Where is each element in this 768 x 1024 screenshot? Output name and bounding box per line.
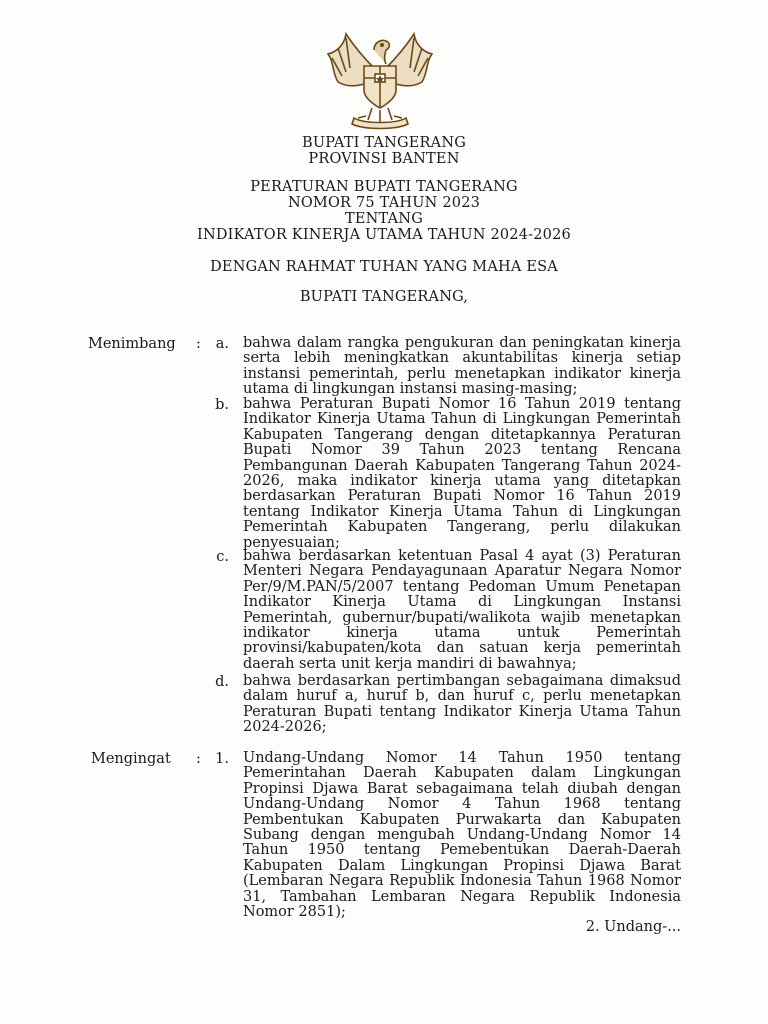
menimbang-label: Menimbang (88, 336, 176, 352)
menimbang-item-text: bahwa dalam rangka pengukuran dan peningkatan kinerja serta lebih meningkatkan akuntabilitas kinerja setiap instansi pemerintah, perlu menetapkan indikator kinerja utama di lingkungan instansi masing-masing; (243, 335, 681, 398)
menimbang-item-mark: d. (215, 674, 229, 690)
menimbang-item-mark: a. (215, 336, 229, 352)
issuer-province: PROVINSI BANTEN (308, 151, 460, 167)
mengingat-item-text: Undang-Undang Nomor 14 Tahun 1950 tentang Pemerintahan Daerah Kabupaten dalam Lingkungan Propinsi Djawa Barat sebagaimana telah diubah dengan Undang-Undang Nomor 4 Tahun 1968 tentang Pembentukan Kabupaten Purwakarta dan Kabupaten Subang dengan mengubah Undang-Undang Nomor 14 Tahun 1950 tentang Pemebentukan Daerah-Daerah Kabupaten Dalam Lingkungan Propinsi Djawa Barat (Lembaran Negara Republik Indonesia Tahun 1968 Nomor 31, Tambahan Lembaran Negara Republik Indonesia Nomor 2851); (243, 750, 681, 921)
mengingat-item-mark: 1. (215, 751, 229, 767)
menimbang-item-mark: b. (215, 397, 229, 413)
mengingat-colon: : (196, 751, 201, 767)
menimbang-colon: : (196, 336, 201, 352)
garuda-pancasila-emblem (324, 28, 436, 130)
page-catchword: 2. Undang-... (585, 919, 681, 935)
authority: BUPATI TANGERANG, (299, 289, 469, 305)
issuer-name: BUPATI TANGERANG (301, 135, 467, 151)
menimbang-item-text: bahwa berdasarkan pertimbangan sebagaimana dimaksud dalam huruf a, huruf b, dan huruf c, perlu menetapkan Peraturan Bupati tentang Indikator Kinerja Utama Tahun 2024-2026; (243, 673, 681, 736)
menimbang-item-mark: c. (216, 549, 229, 565)
mengingat-label: Mengingat (91, 751, 171, 767)
regulation-number: NOMOR 75 TAHUN 2023 (287, 195, 481, 211)
regulation-subject: INDIKATOR KINERJA UTAMA TAHUN 2024-2026 (197, 227, 571, 243)
invocation: DENGAN RAHMAT TUHAN YANG MAHA ESA (210, 259, 558, 275)
menimbang-item-text: bahwa Peraturan Bupati Nomor 16 Tahun 2019 tentang Indikator Kinerja Utama Tahun di Lingkungan Pemerintah Kabupaten Tangerang dengan ditetapkannya Peraturan Bupati Nomor 39 Tahun 2023 tentang Rencana Pembangunan Daerah Kabupaten Tangerang Tahun 2024-2026, maka indikator kinerja utama yang ditetapkan berdasarkan Peraturan Bupati Nomor 16 Tahun 2019 tentang Indikator Kinerja Utama Tahun di Lingkungan Pemerintah Kabupaten Tangerang, perlu dilakukan penyesuaian; (243, 396, 681, 551)
regulation-about: TENTANG (345, 211, 423, 227)
regulation-title: PERATURAN BUPATI TANGERANG (250, 179, 518, 195)
menimbang-item-text: bahwa berdasarkan ketentuan Pasal 4 ayat (3) Peraturan Menteri Negara Pendayagunaan Aparatur Negara Nomor Per/9/M.PAN/5/2007 tentang Pedoman Umum Penetapan Indikator Kinerja Utama di Lingkungan Instansi Pemerintah, gubernur/bupati/walikota wajib menetapkan indikator kinerja utama untuk Pemerintah provinsi/kabupaten/kota dan satuan kerja pemerintah daerah serta unit kerja mandiri di bawahnya; (243, 548, 681, 672)
